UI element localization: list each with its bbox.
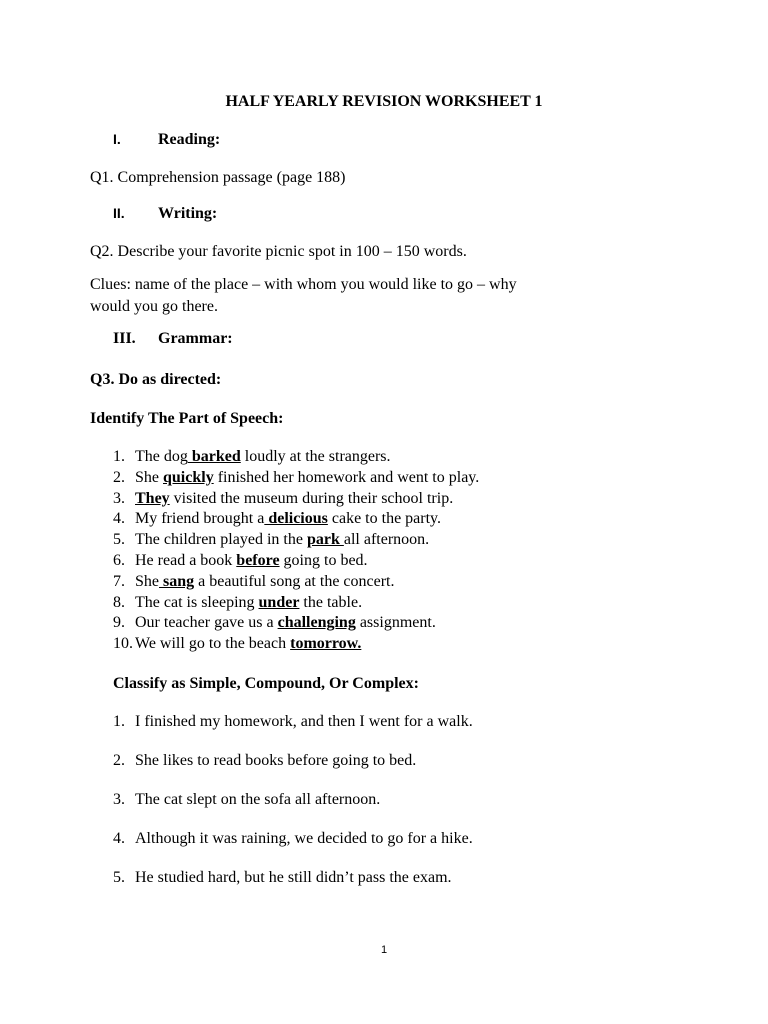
clues-line-1: Clues: name of the place – with whom you would like to go – why: [90, 276, 517, 293]
item-number: 9.: [113, 614, 125, 632]
sentence-text: She: [135, 468, 163, 486]
target-word: barked: [187, 448, 241, 465]
list-item: [113, 711, 473, 750]
classify-heading: Classify as Simple, Compound, Or Complex:: [113, 675, 419, 692]
list-item: [113, 634, 479, 655]
list-item: [113, 867, 473, 906]
list-item: [113, 572, 479, 593]
section-reading-heading: [113, 131, 220, 149]
item-number: 8.: [113, 593, 125, 611]
list-item: [113, 750, 473, 789]
target-word: before: [236, 551, 280, 569]
target-word: sang: [159, 572, 195, 590]
sentence-text: the table.: [299, 593, 363, 611]
sentence-text: He studied hard, but he still didn’t pass the exam.: [135, 869, 452, 886]
sentence-text: The cat is sleeping: [135, 593, 259, 611]
sentence-text: visited the museum during their school trip.: [169, 489, 454, 507]
item-number: 6.: [113, 551, 125, 569]
target-word: quickly: [163, 468, 214, 486]
sentence-text: cake to the party.: [327, 510, 442, 528]
page-number: 1: [380, 944, 388, 956]
target-word: park: [306, 531, 344, 549]
item-number: 4.: [113, 830, 125, 847]
item-number: 1.: [113, 448, 125, 465]
parts-of-speech-list: [113, 447, 479, 655]
sentence-text: The dog: [135, 448, 188, 465]
sentence-text: We will go to the beach: [135, 635, 291, 653]
sentence-text: all afternoon.: [343, 531, 430, 549]
list-item: [113, 489, 479, 510]
section-numeral: I.: [113, 131, 121, 147]
clues-line-2: would you go there.: [90, 298, 218, 315]
item-number: 3.: [113, 489, 125, 507]
sentence-text: She: [135, 572, 159, 590]
sentence-text: loudly at the strangers.: [240, 448, 391, 465]
classify-list: [113, 711, 473, 906]
item-number: 3.: [113, 791, 125, 808]
item-number: 2.: [113, 468, 125, 486]
section-grammar-heading: [113, 330, 233, 348]
section-numeral: III.: [113, 330, 136, 347]
sentence-text: Our teacher gave us a: [135, 614, 278, 632]
item-number: 2.: [113, 752, 125, 769]
list-item: [113, 551, 479, 572]
sentence-text: going to bed.: [279, 551, 368, 569]
sentence-text: He read a book: [135, 551, 237, 569]
item-number: 10.: [113, 635, 133, 653]
question-2: Q2. Describe your favorite picnic spot in 100 – 150 words.: [90, 243, 467, 260]
target-word: delicious: [264, 510, 328, 528]
section-title: Grammar:: [158, 330, 233, 347]
sentence-text: Although it was raining, we decided to go for a hike.: [135, 830, 473, 847]
sentence-text: a beautiful song at the concert.: [194, 572, 395, 590]
sentence-text: She likes to read books before going to bed.: [135, 752, 417, 769]
target-word: challenging: [277, 614, 356, 632]
item-number: 7.: [113, 572, 125, 590]
target-word: They: [135, 489, 170, 507]
worksheet-title: HALF YEARLY REVISION WORKSHEET 1: [225, 93, 543, 110]
list-item: [113, 828, 473, 867]
section-writing-heading: [113, 205, 217, 223]
item-number: 5.: [113, 869, 125, 886]
list-item: [113, 447, 479, 468]
list-item: [113, 593, 479, 614]
section-numeral: II.: [113, 205, 125, 221]
sentence-text: I finished my homework, and then I went for a walk.: [135, 713, 473, 730]
sentence-text: assignment.: [355, 614, 436, 632]
question-3: Q3. Do as directed:: [90, 371, 222, 388]
section-title: Writing:: [158, 205, 218, 222]
list-item: [113, 789, 473, 828]
item-number: 5.: [113, 531, 125, 549]
target-word: tomorrow.: [290, 635, 362, 653]
target-word: under: [258, 593, 300, 611]
list-item: [113, 509, 479, 530]
sentence-text: finished her homework and went to play.: [213, 468, 480, 486]
item-number: 4.: [113, 510, 125, 528]
list-item: [113, 468, 479, 489]
sentence-text: The children played in the: [135, 531, 307, 549]
item-number: 1.: [113, 713, 125, 730]
section-title: Reading:: [158, 131, 221, 148]
sentence-text: The cat slept on the sofa all afternoon.: [135, 791, 381, 808]
question-1: Q1. Comprehension passage (page 188): [90, 169, 346, 186]
sentence-text: My friend brought a: [135, 510, 265, 528]
list-item: [113, 530, 479, 551]
parts-of-speech-heading: Identify The Part of Speech:: [90, 410, 284, 427]
list-item: [113, 613, 479, 634]
